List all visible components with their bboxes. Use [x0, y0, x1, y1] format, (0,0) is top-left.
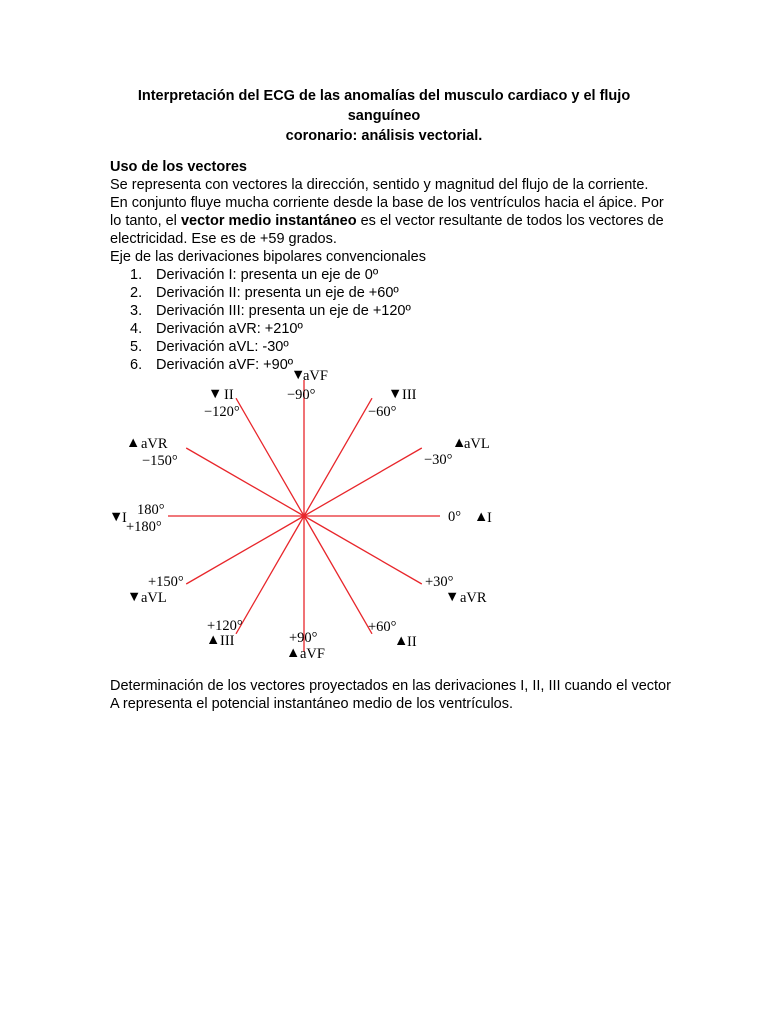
- axis-spoke: [304, 448, 422, 516]
- angle-label-pos30: +30°: [425, 574, 454, 590]
- section-paragraph: [110, 176, 670, 248]
- lead-label-avl-right: aVL: [464, 436, 490, 452]
- axis-spoke: [236, 516, 304, 634]
- angle-label-neg90: −90°: [287, 387, 316, 403]
- list-number: 1.: [130, 267, 143, 283]
- angle-label-pos150: +150°: [148, 574, 184, 590]
- paragraph-text-b: es el vector resultante de todos los vectores de electricidad. Ese es de +59 grados.: [110, 213, 664, 247]
- triangle-up-marker: ▲: [206, 632, 221, 648]
- lead-label-avl-left: aVL: [141, 590, 167, 606]
- lead-label-i-left: I: [122, 510, 127, 526]
- triangle-up-marker: ▲: [474, 509, 489, 525]
- axis-lines: [168, 380, 440, 652]
- list-item: [110, 320, 670, 338]
- lead-label-avf-top: aVF: [303, 368, 328, 384]
- triangle-down-marker: ▼: [127, 589, 142, 605]
- list-number: 6.: [130, 357, 143, 373]
- hexaxial-reference-diagram: [0, 360, 768, 670]
- triangle-up-marker: ▲: [394, 633, 409, 649]
- list-number: 2.: [130, 285, 143, 301]
- title-line-1: Interpretación del ECG de las anomalías del musculo cardiaco y el flujo sanguíneo: [137, 88, 631, 124]
- lead-label-i-right: I: [487, 510, 492, 526]
- axis-spoke: [186, 516, 304, 584]
- list-text: Derivación aVL: -30º: [156, 339, 289, 355]
- lead-label-iii-top: III: [402, 387, 417, 403]
- angle-label-neg30: −30°: [424, 452, 453, 468]
- list-number: 4.: [130, 321, 143, 337]
- list-text: Derivación I: presenta un eje de 0º: [156, 267, 379, 283]
- angle-label-neg150: −150°: [142, 453, 178, 469]
- angle-label-pos60: +60°: [368, 619, 397, 635]
- diagram-caption: Determinación de los vectores proyectados en las derivaciones I, II, III cuando el vector A representa el potencial instantáneo medio de los ventrículos.: [110, 678, 671, 712]
- triangle-up-marker: ▲: [452, 435, 467, 451]
- list-item: [110, 266, 670, 284]
- triangle-down-marker: ▼: [445, 589, 460, 605]
- section-heading: Uso de los vectores: [110, 159, 247, 175]
- triangle-down-marker: ▼: [291, 367, 306, 383]
- list-number: 3.: [130, 303, 143, 319]
- triangle-down-marker: ▼: [208, 386, 223, 402]
- lead-label-ii-top: II: [224, 387, 234, 403]
- document-title: [100, 86, 668, 146]
- axis-spoke: [186, 448, 304, 516]
- angle-label-pos90: +90°: [289, 630, 318, 646]
- triangle-down-marker: ▼: [388, 386, 403, 402]
- axis-spoke: [236, 398, 304, 516]
- angle-label-neg60: −60°: [368, 404, 397, 420]
- lead-label-avr-right: aVR: [460, 590, 487, 606]
- axis-spoke: [304, 516, 422, 584]
- list-intro: Eje de las derivaciones bipolares convencionales: [110, 249, 426, 265]
- leads-list: [110, 266, 670, 374]
- list-text: Derivación III: presenta un eje de +120º: [156, 303, 411, 319]
- list-text: Derivación II: presenta un eje de +60º: [156, 285, 399, 301]
- list-text: Derivación aVR: +210º: [156, 321, 303, 337]
- list-number: 5.: [130, 339, 143, 355]
- angle-label-180: 180°: [137, 502, 165, 518]
- angle-label-neg120: −120°: [204, 404, 240, 420]
- vectors-section: [110, 158, 670, 374]
- lead-label-avf-bottom: aVF: [300, 646, 325, 662]
- angle-label-pos120: +120°: [207, 618, 243, 634]
- axis-spoke: [304, 398, 372, 516]
- title-line-2: coronario: análisis vectorial.: [285, 128, 483, 144]
- lead-label-avr-left: aVR: [141, 436, 168, 452]
- paragraph-bold-term: vector medio instantáneo: [180, 213, 357, 229]
- list-item: [110, 338, 670, 356]
- triangle-down-marker: ▼: [109, 509, 124, 525]
- list-item: [110, 302, 670, 320]
- triangle-up-marker: ▲: [126, 435, 141, 451]
- list-text: Derivación aVF: +90º: [156, 357, 294, 373]
- lead-label-iii-bottom: III: [220, 633, 235, 649]
- list-item: [110, 284, 670, 302]
- paragraph-text-a: Se representa con vectores la dirección, sentido y magnitud del flujo de la corriente. En conjunto fluye mucha corriente desde la base de los ventrículos hacia el ápice. Por lo tanto, el: [110, 177, 664, 229]
- angle-label-0: 0°: [448, 509, 462, 525]
- axis-spoke: [304, 516, 372, 634]
- triangle-up-marker: ▲: [286, 645, 301, 661]
- lead-label-ii-bottom: II: [407, 634, 417, 650]
- angle-label-pos180: +180°: [126, 519, 162, 535]
